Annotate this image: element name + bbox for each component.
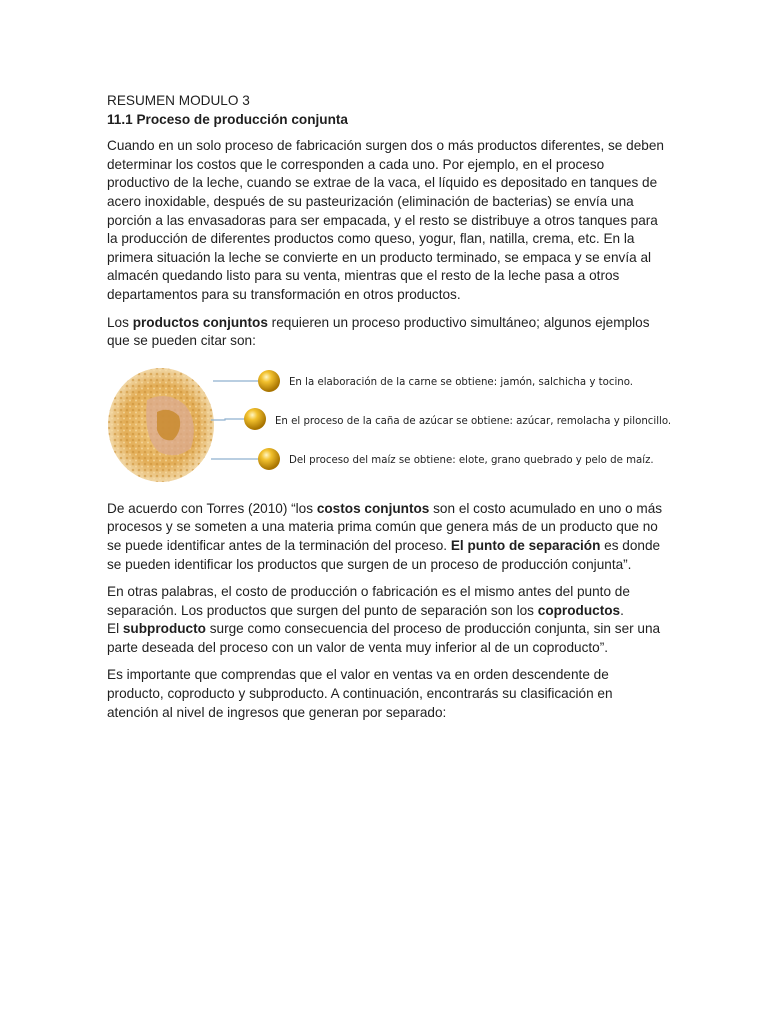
text-run: Los: [107, 314, 133, 330]
text-run: surge como consecuencia del proceso de producción conjunta, sin ser una parte deseada del proceso con un valor de venta muy inferior al de un coproducto”.: [107, 621, 661, 655]
examples-figure: [107, 360, 672, 490]
paragraph-sales-order: Es importante que comprendas que el valor en ventas va en orden descendente de producto, coproducto y subproducto. A continuación, encontrarás su clasificación en atención al nivel de ingresos que generan por separado:: [107, 667, 613, 720]
paragraph-joint-products: [107, 314, 667, 351]
text-run: requieren un proceso productivo simultáneo; algunos ejemplos que se pueden citar son:: [107, 314, 650, 349]
term-subproducto: subproducto: [122, 621, 206, 637]
example-corn: Del proceso del maíz se obtiene: elote, grano quebrado y pelo de maíz.: [289, 454, 654, 466]
text-run: .: [620, 602, 624, 618]
text-run: El: [107, 621, 123, 637]
term-costos-conjuntos: costos conjuntos: [316, 500, 430, 516]
example-meat: En la elaboración de la carne se obtiene: jamón, salchicha y tocino.: [289, 376, 634, 388]
bullet-icon: [258, 448, 280, 470]
text-run: En otras palabras, el costo de producción o fabricación es el mismo antes del punto de separación. Los productos que surgen del punto de separación son los: [107, 584, 630, 618]
term-productos-conjuntos: productos conjuntos: [132, 314, 268, 330]
paragraph-joint-costs: [107, 500, 667, 574]
example-sugarcane: En el proceso de la caña de azúcar se obtiene: azúcar, remolacha y piloncillo.: [275, 415, 672, 427]
bullet-icon: [244, 408, 266, 430]
paragraph-intro: Cuando en un solo proceso de fabricación surgen dos o más productos diferentes, se deben determinar los costos que le corresponden a cada uno. Por ejemplo, en el proceso productivo de la leche, cuando se extrae de la vaca, el líquido es depositado en tanques de acero inoxidable, después de su pasteurización (eliminación de bacterias) se envía una porción a las envasadoras para ser empacada, y el resto se distribuye a otros tanques para la producción de diferentes productos como queso, yogur, flan, natilla, crema, etc. En la primera situación la leche se convierte en un producto terminado, se empaca y se envía al almacén quedando listo para su venta, mientras que el resto de la leche pasa a otros departamentos para su transformación en otros productos.: [107, 138, 664, 302]
paragraph-coproducts: [107, 583, 667, 657]
term-punto-de-separacion: El punto de separación: [450, 537, 601, 553]
section-heading: 11.1 Proceso de producción conjunta: [107, 111, 348, 127]
text-run: De acuerdo con Torres (2010) “los: [107, 500, 317, 516]
document-content: [107, 92, 672, 731]
bullet-icon: [258, 370, 280, 392]
term-coproductos: coproductos: [537, 602, 621, 618]
text-run: son el costo acumulado en uno o más procesos y se someten a una materia prima común que genera más de un producto que no se puede identificar antes de la terminación del proceso.: [107, 500, 663, 553]
document-title: RESUMEN MODULO 3: [107, 93, 250, 108]
text-run: es donde se pueden identificar los productos que surgen de un proceso de producción conjunta”.: [107, 537, 661, 572]
